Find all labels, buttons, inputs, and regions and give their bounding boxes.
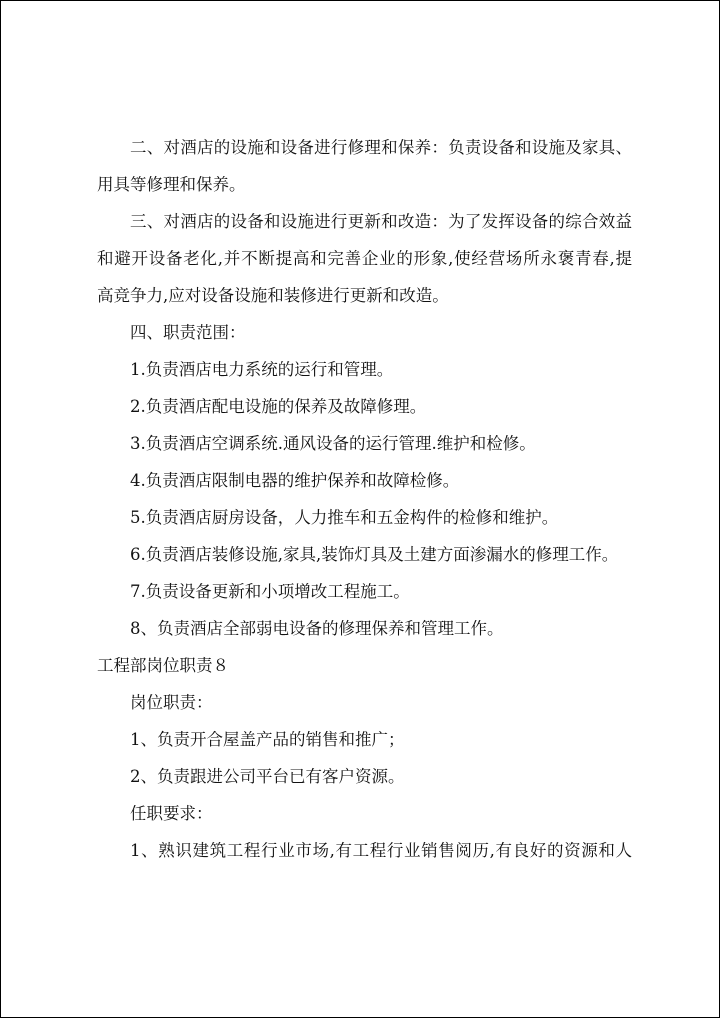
section-heading-job-duty-8: 工程部岗位职责８ [97, 656, 229, 675]
paragraph-section-2-line-1: 二、对酒店的设施和设备进行修理和保养：负责设备和设施及家具、 [130, 138, 632, 157]
list-item-6: 6.负责酒店装修设施,家具,装饰灯具及土建方面渗漏水的修理工作。 [130, 545, 619, 564]
list-item-1: 1.负责酒店电力系统的运行和管理。 [130, 360, 394, 379]
list-item-3: 3.负责酒店空调系统.通风设备的运行管理.维护和检修。 [130, 434, 536, 453]
paragraph-section-3-line-2: 和避开设备老化,并不断提高和完善企业的形象,使经营场所永褒青春,提 [97, 249, 632, 268]
list-item-5: 5.负责酒店厨房设备，人力推车和五金构件的检修和维护。 [130, 508, 559, 527]
paragraph-section-2-line-2: 用具等修理和保养。 [97, 175, 246, 194]
job-duty-title: 岗位职责： [130, 693, 213, 712]
list-item-7: 7.负责设备更新和小项增改工程施工。 [130, 582, 410, 601]
requirements-title: 任职要求： [130, 804, 213, 823]
document-body [97, 129, 632, 869]
section-4-heading: 四、职责范围： [130, 323, 246, 342]
list-item-4: 4.负责酒店限制电器的维护保养和故障检修。 [130, 471, 460, 490]
job-duty-item-2: 2、负责跟进公司平台已有客户资源。 [130, 767, 405, 786]
job-duty-item-1: 1、负责开合屋盖产品的销售和推广； [130, 730, 405, 749]
paragraph-section-3-line-1: 三、对酒店的设备和设施进行更新和改造：为了发挥设备的综合效益 [130, 212, 632, 231]
list-item-2: 2.负责酒店配电设施的保养及故障修理。 [130, 397, 427, 416]
list-item-8: 8、负责酒店全部弱电设备的修理保养和管理工作。 [130, 619, 504, 638]
paragraph-section-3-line-3: 高竞争力,应对设备设施和装修进行更新和改造。 [97, 286, 449, 305]
requirement-item-1: 1、熟识建筑工程行业市场,有工程行业销售阅历,有良好的资源和人 [130, 841, 632, 860]
